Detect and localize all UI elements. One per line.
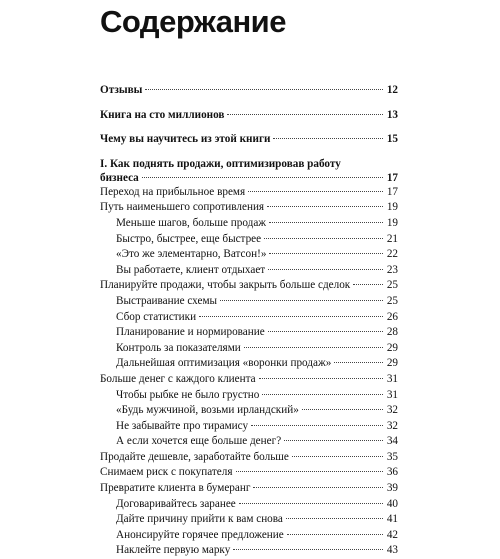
toc-entry-page: 19 — [386, 201, 398, 214]
toc-entry-front[interactable] — [100, 108, 398, 124]
toc-entry-label: Путь наименьшего сопротивления — [100, 201, 265, 214]
page-title: Содержание — [100, 4, 286, 39]
toc-entry-label: Снимаем риск с покупателя — [100, 466, 233, 479]
toc-entry-label: Больше денег с каждого клиента — [100, 372, 256, 385]
toc-leader-dots — [259, 377, 383, 379]
toc-leader-dots — [262, 393, 383, 395]
toc-entry-label: Книга на сто миллионов — [100, 108, 225, 121]
toc-entry-label: Быстро, быстрее, еще быстрее — [116, 232, 262, 245]
toc-entry-subsection[interactable] — [100, 434, 398, 450]
toc-entry-subsection[interactable] — [100, 403, 398, 419]
toc-entry-label: Превратите клиента в бумеранг — [100, 482, 251, 495]
toc-entry-label: Чтобы рыбке не было грустно — [116, 388, 260, 401]
toc-entry-subsection[interactable] — [100, 216, 398, 232]
toc-entry-subsection[interactable] — [100, 294, 398, 310]
toc-leader-dots — [251, 424, 383, 426]
toc-leader-dots — [353, 283, 383, 285]
toc-leader-dots — [142, 176, 383, 178]
toc-entry-label: Контроль за показателями — [116, 341, 241, 354]
toc-entry-page: 43 — [386, 544, 398, 557]
toc-entry-label: Вы работаете, клиент отдыхает — [116, 263, 266, 276]
toc-entry-chapter[interactable] — [100, 465, 398, 481]
toc-entry-subsection[interactable] — [100, 419, 398, 435]
toc-entry-page: 42 — [386, 528, 398, 541]
toc-entry-label: Не забывайте про тирамису — [116, 419, 249, 432]
toc-leader-dots — [145, 88, 383, 90]
toc-entry-label: Планирование и нормирование — [116, 326, 265, 339]
toc-part-title-line1: I. Как поднять продажи, оптимизировав работу — [100, 157, 341, 170]
toc-entry-subsection[interactable] — [100, 341, 398, 357]
toc-leader-dots — [239, 502, 383, 504]
toc-entry-chapter[interactable] — [100, 185, 398, 201]
toc-part-page: 17 — [386, 171, 398, 184]
toc-entry-label: Переход на прибыльное время — [100, 185, 246, 198]
toc-entry-label: Сбор статистики — [116, 310, 197, 323]
toc-entry-page: 34 — [386, 435, 398, 448]
toc-entry-label: Дальнейшая оптимизация «воронки продаж» — [116, 357, 332, 370]
toc-entry-label: Наклейте первую марку — [116, 544, 231, 557]
toc-entry-label: Выстраивание схемы — [116, 294, 218, 307]
toc-entry-label: Меньше шагов, больше продаж — [116, 216, 267, 229]
toc-entry-label: Анонсируйте горячее предложение — [116, 528, 284, 541]
toc-leader-dots — [286, 517, 383, 519]
toc-entry-label: Планируйте продажи, чтобы закрыть больше сделок — [100, 279, 351, 292]
toc-entry-label: Договаривайтесь заранее — [116, 497, 236, 510]
toc-entry-subsection[interactable] — [100, 356, 398, 372]
toc-leader-dots — [287, 533, 383, 535]
toc-entry-label: Продайте дешевле, заработайте больше — [100, 450, 289, 463]
toc-entry-subsection[interactable] — [100, 497, 398, 513]
toc-entry-subsection[interactable] — [100, 325, 398, 341]
toc-leader-dots — [244, 346, 383, 348]
toc-entry-chapter[interactable] — [100, 372, 398, 388]
toc-entry-label: Отзывы — [100, 84, 143, 96]
toc-entry-chapter[interactable] — [100, 200, 398, 216]
toc-entry-subsection[interactable] — [100, 247, 398, 263]
toc-entry-page: 22 — [386, 248, 398, 261]
toc-entry-page: 19 — [386, 216, 398, 229]
toc-entry-subsection[interactable] — [100, 512, 398, 528]
toc-entry-page: 13 — [386, 108, 398, 121]
toc-leader-dots — [199, 315, 383, 317]
table-of-contents — [100, 83, 398, 559]
toc-entry-subsection[interactable] — [100, 388, 398, 404]
toc-entry-subsection[interactable] — [100, 232, 398, 248]
toc-entry-page: 28 — [386, 326, 398, 339]
toc-entry-subsection[interactable] — [100, 263, 398, 279]
toc-entry-page: 29 — [386, 341, 398, 354]
toc-leader-dots — [302, 408, 383, 410]
toc-leader-dots — [292, 455, 383, 457]
toc-part-title-line2: бизнеса — [100, 171, 139, 184]
toc-leader-dots — [264, 237, 383, 239]
toc-entry-label: Дайте причину прийти к вам снова — [116, 513, 283, 526]
toc-entry-label: Чему вы научитесь из этой книги — [100, 133, 271, 146]
toc-leader-dots — [268, 330, 383, 332]
toc-entry-page: 17 — [386, 185, 398, 198]
toc-leader-dots — [253, 486, 383, 488]
toc-entry-page: 25 — [386, 294, 398, 307]
toc-entry-label: «Это же элементарно, Ватсон!» — [116, 248, 267, 261]
toc-entry-label: «Будь мужчиной, возьми ирландский» — [116, 404, 299, 417]
toc-leader-dots — [227, 113, 383, 115]
toc-entry-page: 41 — [386, 513, 398, 526]
toc-part-heading[interactable] — [100, 157, 398, 185]
toc-leader-dots — [269, 221, 383, 223]
toc-entry-page: 31 — [386, 372, 398, 385]
toc-entry-page: 35 — [386, 450, 398, 463]
toc-leader-dots — [284, 439, 383, 441]
toc-entry-page: 21 — [386, 232, 398, 245]
toc-entry-page: 39 — [386, 482, 398, 495]
toc-leader-dots — [220, 299, 383, 301]
toc-entry-page: 25 — [386, 279, 398, 292]
toc-entry-label: А если хочется еще больше денег? — [116, 435, 282, 448]
toc-entry-page: 36 — [386, 466, 398, 479]
toc-entry-page: 32 — [386, 419, 398, 432]
toc-entry-page: 40 — [386, 497, 398, 510]
toc-entry-chapter[interactable] — [100, 278, 398, 294]
toc-leader-dots — [273, 137, 383, 139]
toc-entry-chapter[interactable] — [100, 481, 398, 497]
toc-entry-page: 15 — [386, 133, 398, 146]
toc-leader-dots — [334, 361, 383, 363]
toc-entry-page: 29 — [386, 357, 398, 370]
toc-entry-page: 31 — [386, 388, 398, 401]
toc-leader-dots — [233, 548, 383, 550]
toc-leader-dots — [248, 190, 383, 192]
toc-leader-dots — [267, 205, 383, 207]
toc-entry-page: 26 — [386, 310, 398, 323]
toc-leader-dots — [236, 470, 384, 472]
toc-entry-page: 23 — [386, 263, 398, 276]
toc-entry-page: 32 — [386, 404, 398, 417]
toc-entry-subsection[interactable] — [100, 528, 398, 544]
toc-entry-chapter[interactable] — [100, 450, 398, 466]
toc-leader-dots — [269, 252, 383, 254]
toc-entry-subsection[interactable] — [100, 543, 398, 559]
toc-leader-dots — [268, 268, 383, 270]
toc-entry-front[interactable] — [100, 83, 398, 99]
toc-entry-front[interactable] — [100, 132, 398, 148]
toc-entries-list — [100, 185, 398, 559]
toc-entry-page: 12 — [386, 84, 398, 96]
toc-entry-subsection[interactable] — [100, 310, 398, 326]
